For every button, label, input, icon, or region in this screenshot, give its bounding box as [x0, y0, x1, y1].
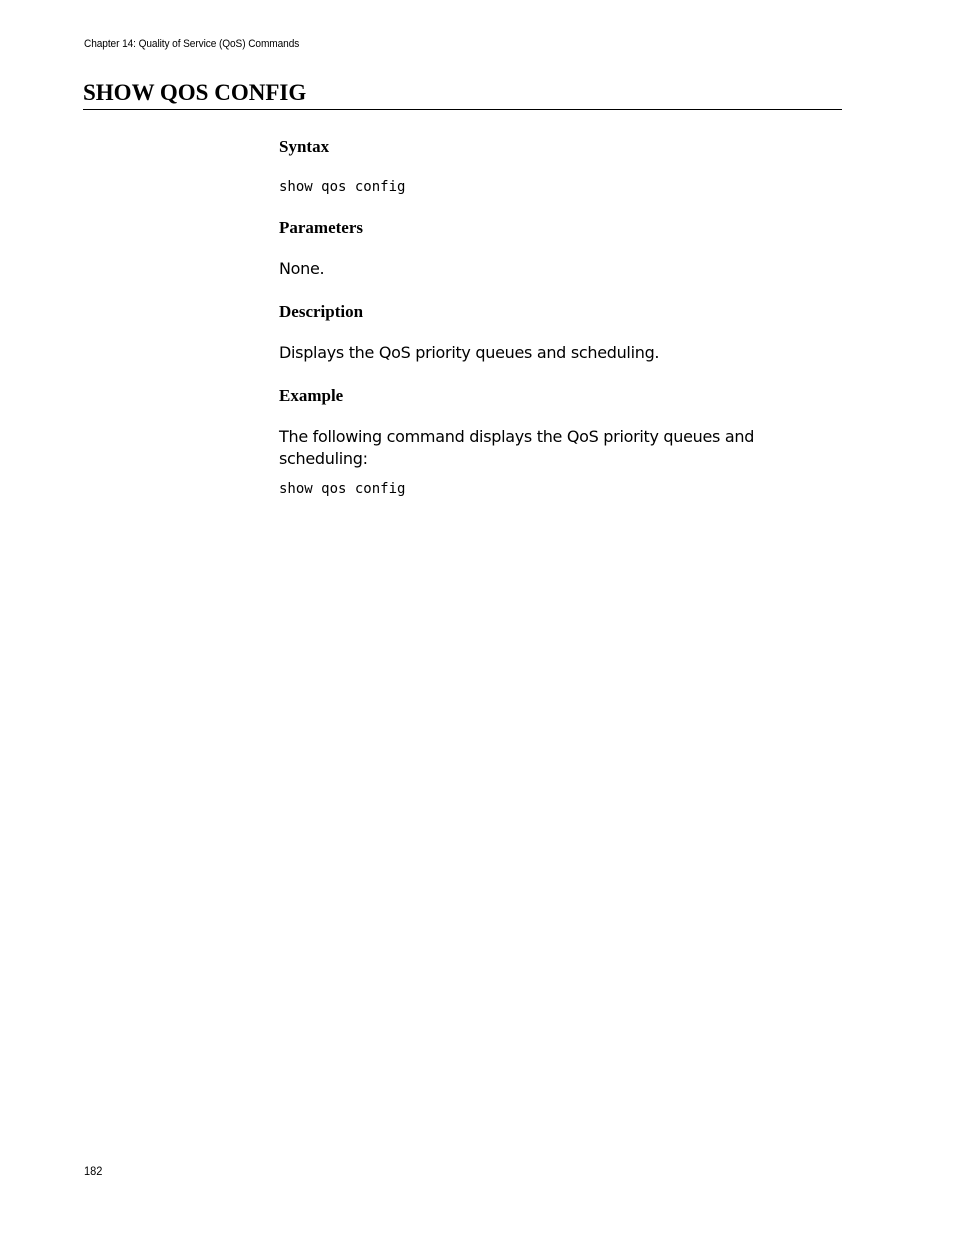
- syntax-heading: Syntax: [279, 137, 330, 156]
- parameters-heading: Parameters: [279, 218, 364, 237]
- example-code: show qos config: [279, 481, 406, 497]
- title-rule: [83, 109, 842, 110]
- parameters-text: None.: [279, 259, 325, 278]
- running-header: Chapter 14: Quality of Service (QoS) Commands: [84, 38, 300, 50]
- page-title: SHOW QOS CONFIG: [83, 80, 307, 105]
- example-text: The following command displays the QoS priority queues and scheduling:: [279, 427, 755, 468]
- description-heading: Description: [279, 302, 364, 321]
- example-heading: Example: [279, 386, 344, 405]
- syntax-code: show qos config: [279, 179, 406, 195]
- description-text: Displays the QoS priority queues and scheduling.: [279, 343, 660, 362]
- page-number: 182: [84, 1164, 103, 1178]
